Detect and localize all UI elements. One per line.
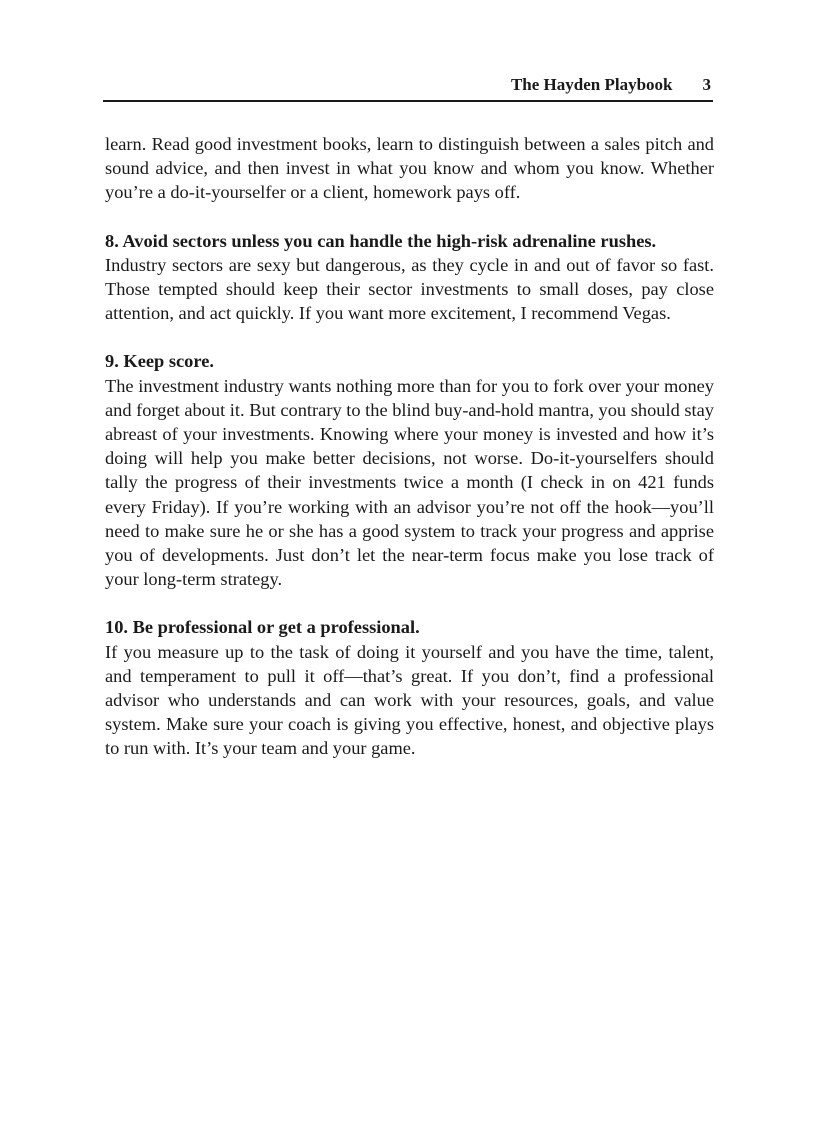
section-heading: 9. Keep score.	[105, 351, 214, 372]
section-9	[105, 349, 714, 591]
section-heading: 8. Avoid sectors unless you can handle the high-risk adrenaline rushes.	[105, 230, 657, 251]
intro-paragraph: learn. Read good investment books, learn to distinguish between a sales pitch and sound advice, and then invest in what you know and whom you know. Whether you’re a do-it-yourselfer or a client, homework pays off.	[105, 134, 714, 203]
page-number: 3	[702, 75, 711, 94]
running-header	[103, 74, 713, 102]
section-heading: 10. Be professional or get a professional.	[105, 617, 420, 638]
section-8	[105, 229, 714, 326]
section-10	[105, 615, 714, 760]
section-paragraph: Industry sectors are sexy but dangerous, as they cycle in and out of favor so fast. Those tempted should keep their sector investments to small doses, pay close attention, and act quickly. If you want more excitement, I recommend Vegas.	[105, 254, 714, 324]
section-paragraph: If you measure up to the task of doing it yourself and you have the time, talent, and temperament to pull it off—that’s great. If you don’t, find a professional advisor who understands and can work with your resources, goals, and value system. Make sure your coach is giving you effective, honest, and objective plays to run with. It’s your team and your game.	[105, 641, 714, 759]
body-text	[105, 132, 714, 761]
section-paragraph: The investment industry wants nothing more than for you to fork over your money and forget about it. But contrary to the blind buy-and-hold mantra, you should stay abreast of your investments. Knowing where your money is invested and how it’s doing will help you make better decisions, not worse. Do-it-yourselfers should tally the progress of their investments twice a month (I check in on 421 funds every Friday). If you’re working with an advisor you’re not off the hook—you’ll need to make sure he or she has a good system to track your progress and apprise you of developments. Just don’t let the near-term focus make you lose track of your long-term strategy.	[105, 375, 714, 590]
book-title: The Hayden Playbook	[510, 75, 673, 94]
